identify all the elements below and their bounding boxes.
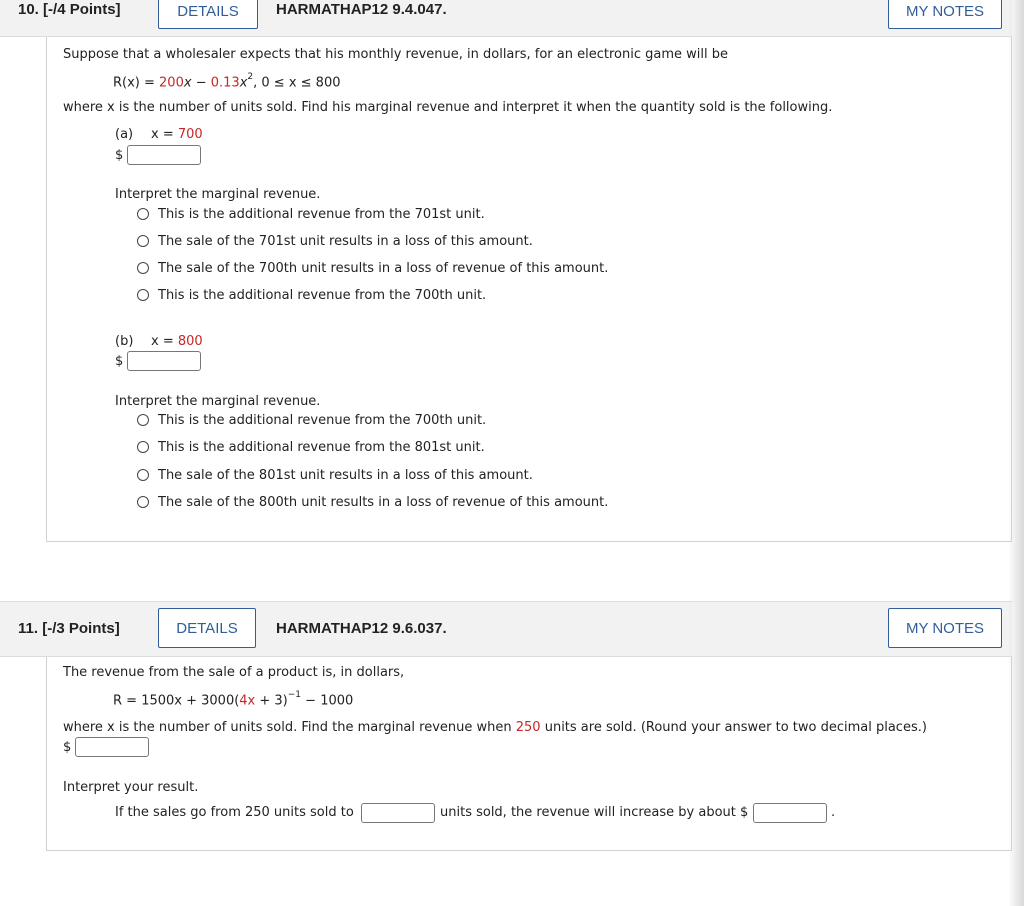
q11-formula-lhs: R = 1500x + 3000(: [113, 693, 240, 709]
scroll-shadow: [1008, 0, 1024, 906]
q11-header: [0, 601, 1012, 657]
radio-button[interactable]: [137, 289, 149, 301]
q11-formula-rest: + 3): [255, 693, 288, 709]
radio-button[interactable]: [137, 469, 149, 481]
q10b-label: (b): [115, 334, 134, 349]
q11-formula-tail: − 1000: [301, 693, 354, 709]
q11-problem-code: HARMATHAP12 9.6.037.: [276, 620, 447, 637]
q10a-eq: x = 700: [151, 127, 203, 142]
q10a-interpret-prompt: Interpret the marginal revenue.: [115, 187, 321, 202]
q10-problem-code: HARMATHAP12 9.4.047.: [276, 1, 447, 18]
q10-details-button[interactable]: DETAILS: [158, 0, 258, 29]
q10-intro: Suppose that a wholesaler expects that his monthly revenue, in dollars, for an electronic game will be: [63, 47, 728, 62]
q10b-eq: x = 800: [151, 334, 203, 349]
q11-sentence-part2: units sold, the revenue will increase by about $: [440, 805, 749, 820]
q10-formula-lhs: R(x) =: [113, 75, 160, 91]
radio-button[interactable]: [137, 208, 149, 220]
q11-formula-red: 4x: [239, 693, 256, 709]
q11-units-input[interactable]: [361, 803, 435, 823]
q11-details-button[interactable]: DETAILS: [158, 608, 256, 648]
q11-formula-exp: −1: [287, 690, 302, 700]
q10a-answer-input[interactable]: [127, 145, 201, 165]
q11-intro: The revenue from the sale of a product is, in dollars,: [63, 665, 405, 680]
q10-formula-domain: , 0 ≤ x ≤ 800: [253, 75, 341, 91]
q10-formula-mid: −: [191, 75, 211, 91]
radio-button[interactable]: [137, 235, 149, 247]
q10a-currency: $: [115, 148, 124, 163]
q10b-answer-input[interactable]: [127, 351, 201, 371]
option-label: This is the additional revenue from the 700th unit.: [158, 413, 487, 428]
option-label: This is the additional revenue from the 700th unit.: [158, 288, 487, 303]
q11-my-notes-button[interactable]: MY NOTES: [888, 608, 1002, 648]
q10-question: where x is the number of units sold. Find his marginal revenue and interpret it when the quantity sold is the following.: [63, 100, 833, 115]
q10b-currency: $: [115, 354, 124, 369]
option-label: The sale of the 800th unit results in a loss of revenue of this amount.: [158, 495, 609, 510]
q11-question: where x is the number of units sold. Find the marginal revenue when 250 units are sold. (Round your answer to two decimal places.): [63, 720, 927, 735]
q11-interpret-prompt: Interpret your result.: [63, 780, 199, 795]
q11-increase-input[interactable]: [753, 803, 827, 823]
option-label: This is the additional revenue from the 701st unit.: [158, 207, 485, 222]
q11-marginal-revenue-input[interactable]: [75, 737, 149, 757]
option-label: This is the additional revenue from the 801st unit.: [158, 440, 485, 455]
q11-currency: $: [63, 740, 72, 755]
q11-sentence-part1: If the sales go from 250 units sold to: [115, 805, 354, 820]
q11-formula: [113, 692, 353, 708]
q10b-interpret-prompt: Interpret the marginal revenue.: [115, 394, 321, 409]
radio-button[interactable]: [137, 496, 149, 508]
q10-my-notes-button[interactable]: MY NOTES: [888, 0, 1002, 29]
q10-number-points: 10. [-/4 Points]: [18, 1, 121, 18]
option-label: The sale of the 700th unit results in a loss of revenue of this amount.: [158, 261, 609, 276]
radio-button[interactable]: [137, 441, 149, 453]
q10-formula: $R(x) = 200x - 0.13x^2$, 0 ≤ x ≤ 800: [113, 72, 341, 91]
q10-formula-coef1: 200: [159, 75, 184, 91]
q10-header: [0, 0, 1012, 37]
q10-formula-coef2: 0.13: [210, 75, 240, 91]
q11-number-points: 11. [-/3 Points]: [18, 620, 120, 637]
q11-body: [46, 657, 1012, 851]
radio-button[interactable]: [137, 262, 149, 274]
radio-button[interactable]: [137, 414, 149, 426]
q11-sentence-end: .: [831, 805, 836, 820]
option-label: The sale of the 801st unit results in a loss of this amount.: [158, 468, 533, 483]
q10-body: [46, 37, 1012, 542]
option-label: The sale of the 701st unit results in a loss of this amount.: [158, 234, 533, 249]
q10a-label: (a): [115, 127, 134, 142]
